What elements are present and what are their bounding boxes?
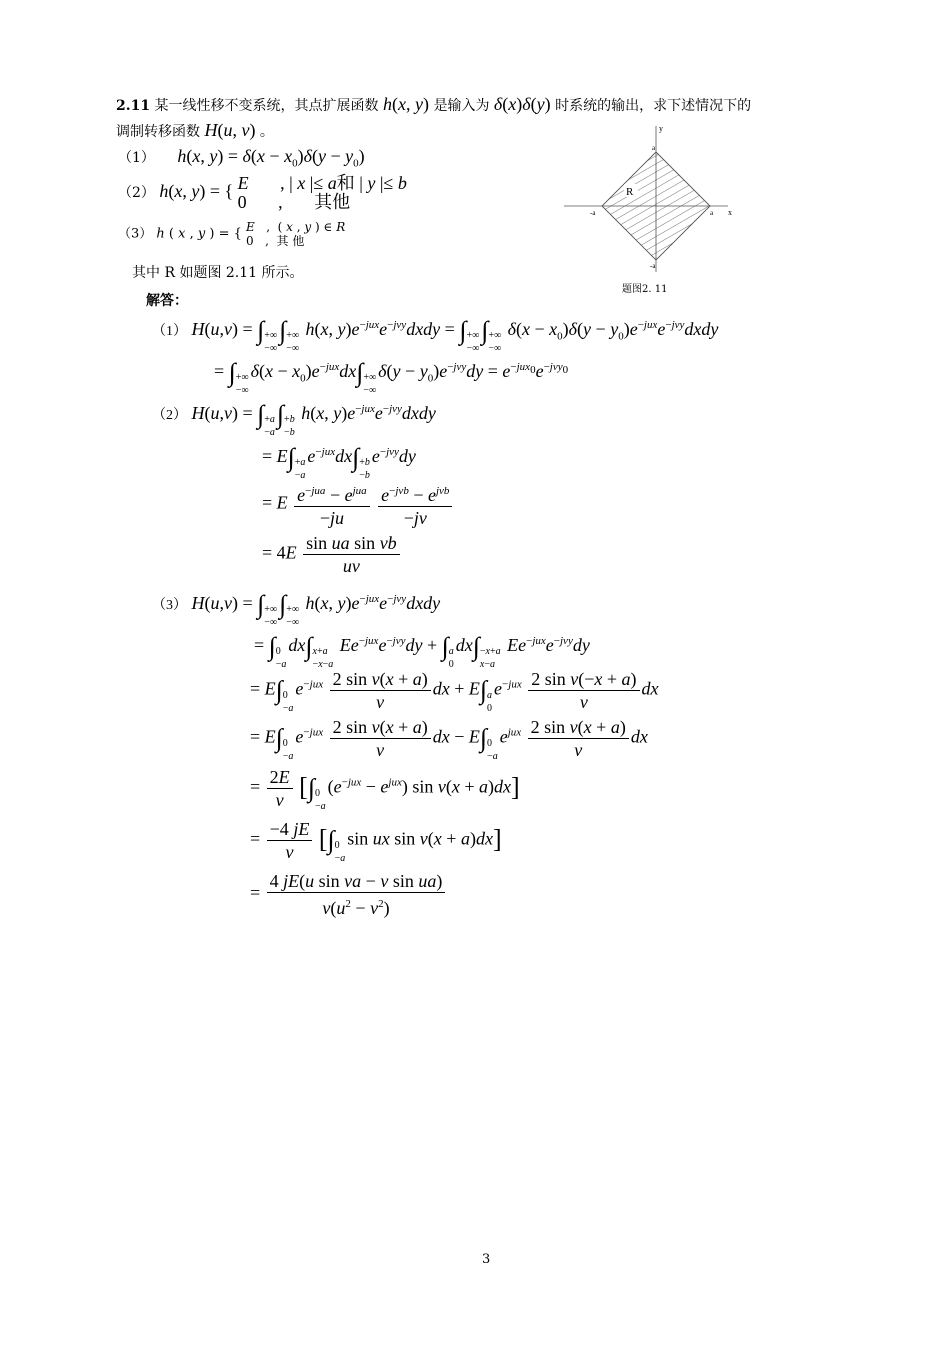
solution-2-line-4: = 4E $\frac{\text{sin ua sin vb}}{uv}$ <box>262 532 402 577</box>
tick-y-neg: -a <box>650 262 656 270</box>
problem-line-2: 调制转移函数 H(u, v) 。 <box>116 120 274 140</box>
solution-3-line-1: （3） H(u,v) = ∫ +∞ −∞ ∫ +∞ −∞ h(x, $y)e^{-jux}e^{-jvy}dxdy$ <box>152 590 441 628</box>
solution-1-line-2: = ∫ +∞ −∞ $\delta(x - x_0)e^{-jux}dx\int$ +∞ −∞ $\delta(y - y_0)e^{-jvy}dy = e^{-jux_0}e^{-jvy_0}$ <box>214 358 569 396</box>
solution-2-line-1: （2） H(u,v) = ∫ +a −a ∫ +b −b h(x, $y)e^{-jux}e^{-jvy}dxdy$ <box>152 400 436 438</box>
solution-1-line-1: （1） H(u,v) = ∫ +∞ −∞ ∫ +∞ −∞ h(x, $y)e^{-jux}e^{-jvy}dxdy$ = ∫ +∞ −∞ ∫ +∞ −∞ $\delta(x - x_0)\delta(y$ − $y_0)e^{-jux}e^{-jvy}dxdy$ <box>152 316 719 354</box>
page-number: 3 <box>482 1252 491 1267</box>
solution-3-line-6: = $\frac{-4 jE}{v}$ [∫ 0 −a sin ux sin v(x + a)dx] <box>250 819 502 864</box>
answer-label: 解答： <box>146 293 188 309</box>
tick-x-neg: -a <box>590 209 596 217</box>
axis-x-label: x <box>728 208 732 217</box>
region-note: 其中 R 如题图 2.11 所示。 <box>132 265 304 281</box>
solution-3-line-7: = $\frac{\text{4 jE(u sin va − v sin ua)}}{v(u^2 - v^2)}$ <box>250 870 447 919</box>
figure-caption: 题图2. 11 <box>622 284 668 295</box>
solution-3-line-4: = E∫ 0 −a $e^{-jux}$ $\frac{\text{2 sin v(x + a)}}{v}$ dx − E∫ 0 −a $e^{jux}$ $\frac{\text{2 sin v(x + a)}}{v}$ dx <box>250 717 648 762</box>
region-label: R <box>626 186 634 198</box>
problem-line-1: 2.11 某一线性移不变系统，其点扩展函数 h(x, y) 是输入为 δ(x)δ(y) 时系统的输出，求下述情况下的 <box>116 94 752 114</box>
solution-3-line-3: = E∫ 0 −a $e^{-jux}$ $\frac{\text{2 sin v(x + a)}}{v}$ dx + E∫ a 0 $e^{-jux}$ $\frac{\text{2 sin v(−x + a)}}{v}$ dx <box>250 669 659 714</box>
axis-y-label: y <box>659 124 663 133</box>
diamond-region-diagram <box>560 122 736 278</box>
hatched-region <box>602 152 710 260</box>
problem-number: 2.11 <box>116 98 151 114</box>
case-2: （2） h(x, y) = { E , | x |≤ a和 | y |≤ b 0 , 其他 <box>118 173 407 212</box>
tick-x-pos: a <box>710 209 714 217</box>
figure-region-r <box>560 122 736 278</box>
solution-2-line-3: = E $\frac{e^{-jua} - e^{jua}}{-ju}$ $\frac{e^{-jvb} - e^{jvb}}{-jv}$ <box>262 480 454 529</box>
solution-3-line-5: = $\frac{2E}{v}$ [∫ 0 −a $(e^{-jux} - e^{jux})$ sin v(x + a)dx] <box>250 767 520 812</box>
case-1: （1） h(x, $y) = \delta(x - x_0)\delta(y - y_0)$ <box>118 146 365 170</box>
solution-2-line-2: = E∫ +a −a $e^{-jux}dx\int$ +b −b $e^{-jvy}dy$ <box>262 443 416 481</box>
tick-y-pos: a <box>652 144 656 152</box>
case-3: （3） h ( x , y ) = { E , ( x , y ) ∈ R 0 , 其 他 <box>118 220 346 248</box>
solution-3-line-2: = ∫ 0 −a dx∫ x+a −x−a $Ee^{-jux}e^{-jvy}dy$ + ∫ a 0 dx∫ −x+a x−a $Ee^{-jux}e^{-jvy}dy$ <box>254 632 590 670</box>
